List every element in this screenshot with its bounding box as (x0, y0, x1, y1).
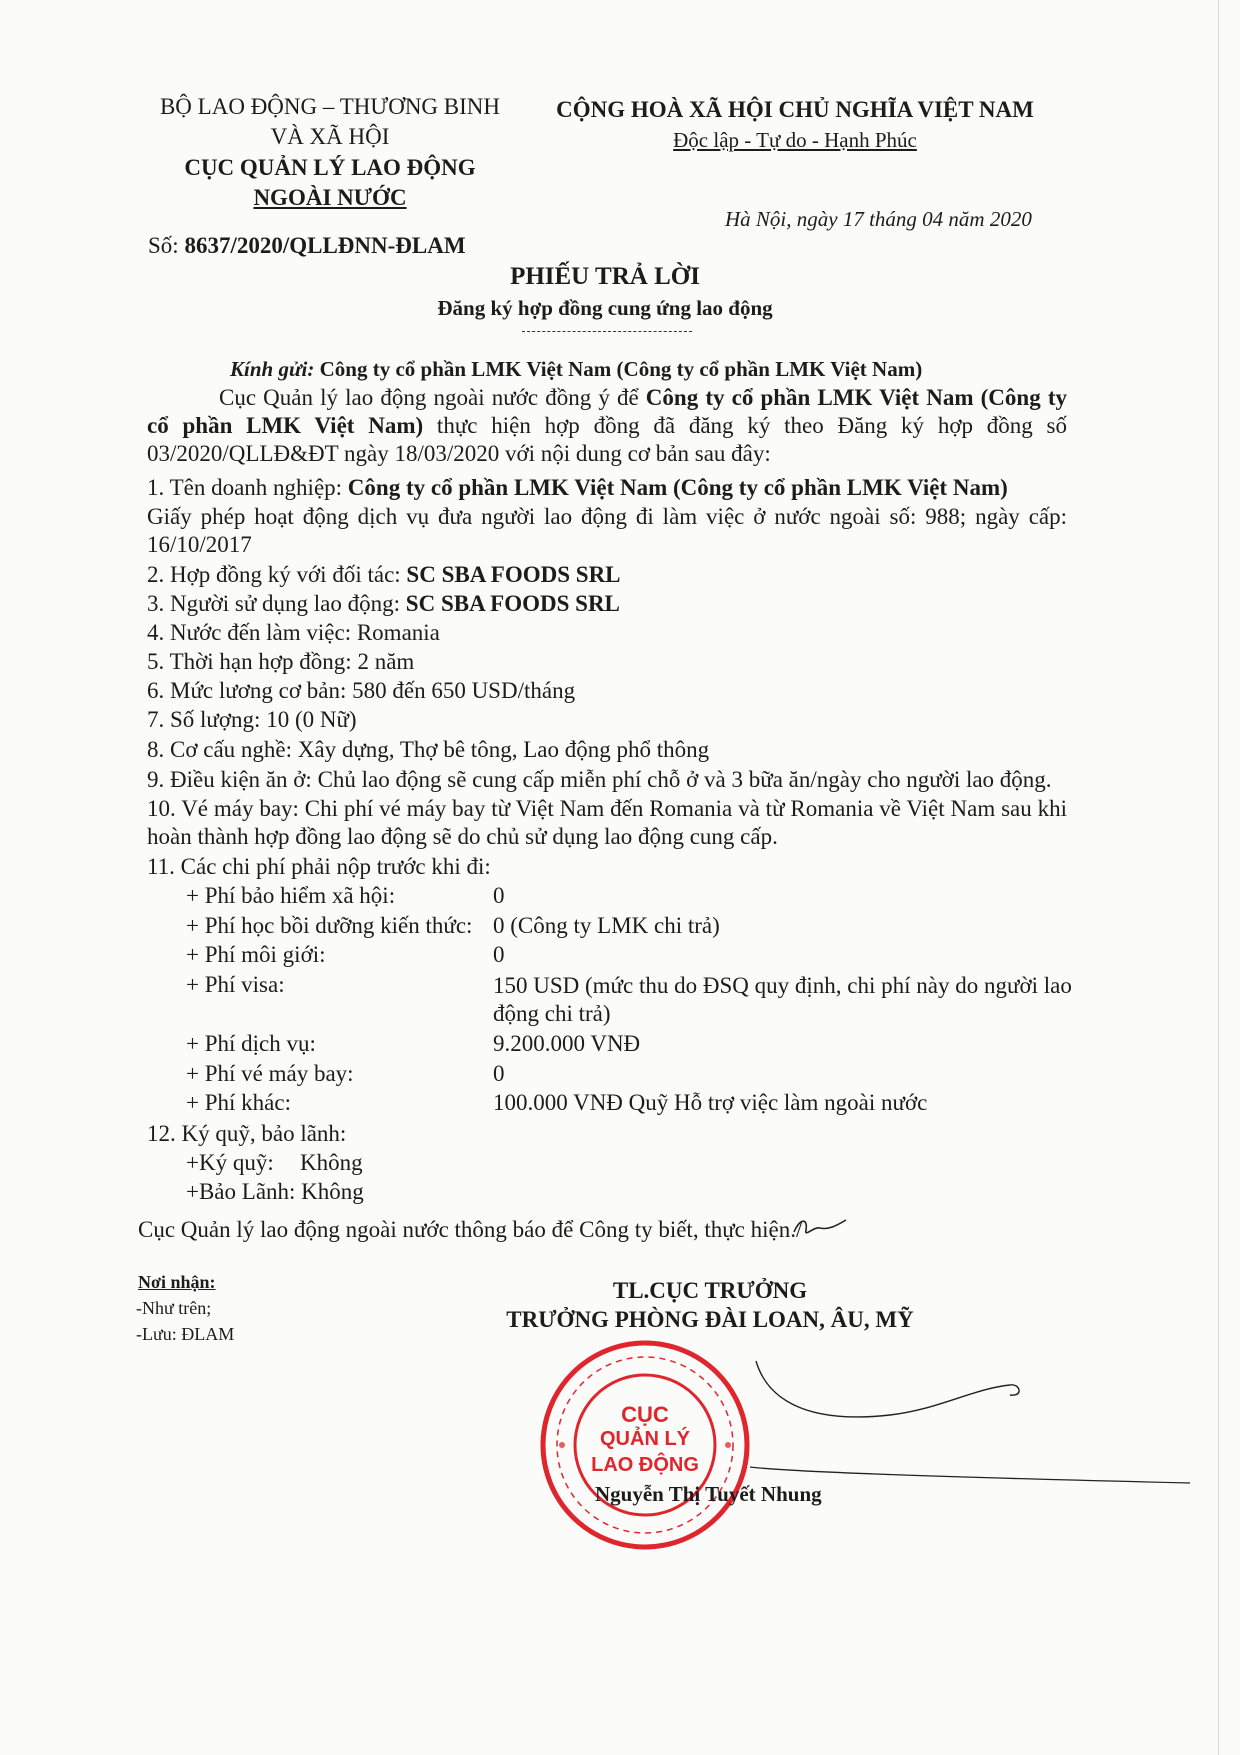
seal-center-line3: LAO ĐỘNG (591, 1454, 699, 1476)
seal-center-line1: CỤC (621, 1402, 669, 1427)
item-2 (147, 561, 621, 589)
greeting-recipient: Công ty cổ phần LMK Việt Nam (Công ty cổ phần LMK Việt Nam) (319, 357, 923, 381)
item-1 (147, 474, 1008, 502)
item-9: 9. Điều kiện ăn ở: Chủ lao động sẽ cung cấp miễn phí chỗ ở và 3 bữa ăn/ngày cho người lao động. (147, 767, 1052, 792)
guarantee-label (186, 1178, 364, 1206)
fee-value-training: 0 (Công ty LMK chi trả) (493, 913, 720, 938)
item-3-label: 3. Người sử dụng lao động: (147, 591, 406, 616)
fee-value-social-insurance: 0 (493, 883, 505, 908)
recipients-line2: -Lưu: ĐLAM (136, 1324, 235, 1344)
item-5: 5. Thời hạn hợp đồng: 2 năm (147, 649, 415, 674)
closing-statement: Cục Quản lý lao động ngoài nước thông báo để Công ty biết, thực hiện./ (138, 1217, 803, 1242)
item-11: 11. Các chi phí phải nộp trước khi đi: (147, 854, 491, 879)
item-3 (147, 590, 620, 618)
nation-motto: Độc lập - Tự do - Hạnh Phúc (673, 128, 917, 152)
item-2-value: SC SBA FOODS SRL (406, 562, 621, 587)
intro-part1: Cục Quản lý lao động ngoài nước đồng ý để (219, 385, 646, 410)
nation-title: CỘNG HOÀ XÃ HỘI CHỦ NGHĨA VIỆT NAM (556, 97, 1034, 122)
scan-edge (1218, 0, 1219, 1755)
item-3-value: SC SBA FOODS SRL (405, 591, 620, 616)
ministry-line1: BỘ LAO ĐỘNG – THƯƠNG BINH (159, 94, 501, 119)
document-subtitle: Đăng ký hợp đồng cung ứng lao động (437, 296, 773, 320)
fee-value-service: 9.200.000 VNĐ (493, 1031, 641, 1056)
document-title: PHIẾU TRẢ LỜI (510, 263, 700, 290)
item-10: 10. Vé máy bay: Chi phí vé máy bay từ Việt Nam đến Romania và từ Romania về Việt Nam sau khi hoàn thành hợp đồng lao động sẽ do chủ sử dụng lao động cung cấp. (147, 796, 1067, 849)
fee-label-visa: + Phí visa: (186, 972, 285, 997)
greeting (230, 357, 922, 382)
document-number-label: Số: (148, 233, 179, 258)
guarantee-label-text: +Bảo Lãnh: (186, 1179, 296, 1204)
item-4: 4. Nước đến làm việc: Romania (147, 620, 440, 645)
item-1-license: Giấy phép hoạt động dịch vụ đưa người lao động đi làm việc ở nước ngoài số: 988; ngày cấp: 16/10/2017 (147, 504, 1067, 557)
fee-value-other: 100.000 VNĐ Quỹ Hỗ trợ việc làm ngoài nước (493, 1090, 928, 1115)
intro-company: Công ty cổ phần LMK Việt Nam (Công ty cổ phần LMK Việt Nam) (147, 385, 1067, 438)
fee-label-training: + Phí học bồi dưỡng kiến thức: (186, 913, 473, 938)
item-2-label: 2. Hợp đồng ký với đối tác: (147, 562, 407, 587)
signer-name: Nguyễn Thị Tuyết Nhung (595, 1482, 822, 1506)
item-1-value: Công ty cổ phần LMK Việt Nam (Công ty cổ phần LMK Việt Nam) (347, 475, 1008, 500)
agency-line1: CỤC QUẢN LÝ LAO ĐỘNG (184, 155, 476, 180)
item-12: 12. Ký quỹ, bảo lãnh: (147, 1121, 347, 1146)
guarantee-value: Không (301, 1179, 364, 1204)
fee-value-airfare: 0 (493, 1061, 505, 1086)
item-6: 6. Mức lương cơ bản: 580 đến 650 USD/tháng (147, 678, 576, 703)
fee-label-brokerage: + Phí môi giới: (186, 942, 326, 967)
official-seal (530, 1330, 760, 1560)
title-separator (522, 331, 692, 332)
recipients-line1: -Như trên; (136, 1298, 212, 1318)
fee-label-service: + Phí dịch vụ: (186, 1031, 316, 1056)
signature-title1: TL.CỤC TRƯỞNG (612, 1278, 808, 1303)
intro-paragraph (147, 384, 1067, 468)
seal-center-line2: QUẢN LÝ (600, 1428, 690, 1450)
fee-label-airfare: + Phí vé máy bay: (186, 1061, 354, 1086)
fee-value-brokerage: 0 (493, 942, 505, 967)
fee-value-visa: 150 USD (mức thu do ĐSQ quy định, chi phí này do người lao động chi trả) (493, 973, 1072, 1026)
initial-mark-icon (790, 1212, 850, 1242)
deposit-label: +Ký quỹ: (186, 1150, 274, 1175)
document-number-value: 8637/2020/QLLĐNN-ĐLAM (184, 233, 466, 258)
place-date: Hà Nội, ngày 17 tháng 04 năm 2020 (725, 207, 1032, 231)
signature-title2: TRƯỞNG PHÒNG ĐÀI LOAN, ÂU, MỸ (506, 1307, 914, 1332)
greeting-label: Kính gửi: (230, 357, 315, 381)
intro-part2: thực hiện hợp đồng đã đăng ký theo Đăng ký hợp đồng số 03/2020/QLLĐ&ĐT ngày 18/03/2020 với nội dung cơ bản sau đây: (147, 413, 1067, 466)
fee-label-other: + Phí khác: (186, 1090, 291, 1115)
recipients-heading: Nơi nhận: (138, 1272, 216, 1292)
document-number (148, 233, 466, 259)
item-8: 8. Cơ cấu nghề: Xây dựng, Thợ bê tông, Lao động phổ thông (147, 737, 710, 762)
ministry-line2: VÀ XÃ HỘI (270, 124, 390, 149)
fee-label-social-insurance: + Phí bảo hiểm xã hội: (186, 883, 396, 908)
agency-line2: NGOÀI NƯỚC (253, 185, 407, 210)
item-7: 7. Số lượng: 10 (0 Nữ) (147, 707, 357, 732)
item-1-label: 1. Tên doanh nghiệp: (147, 475, 348, 500)
deposit-value: Không (300, 1150, 363, 1175)
